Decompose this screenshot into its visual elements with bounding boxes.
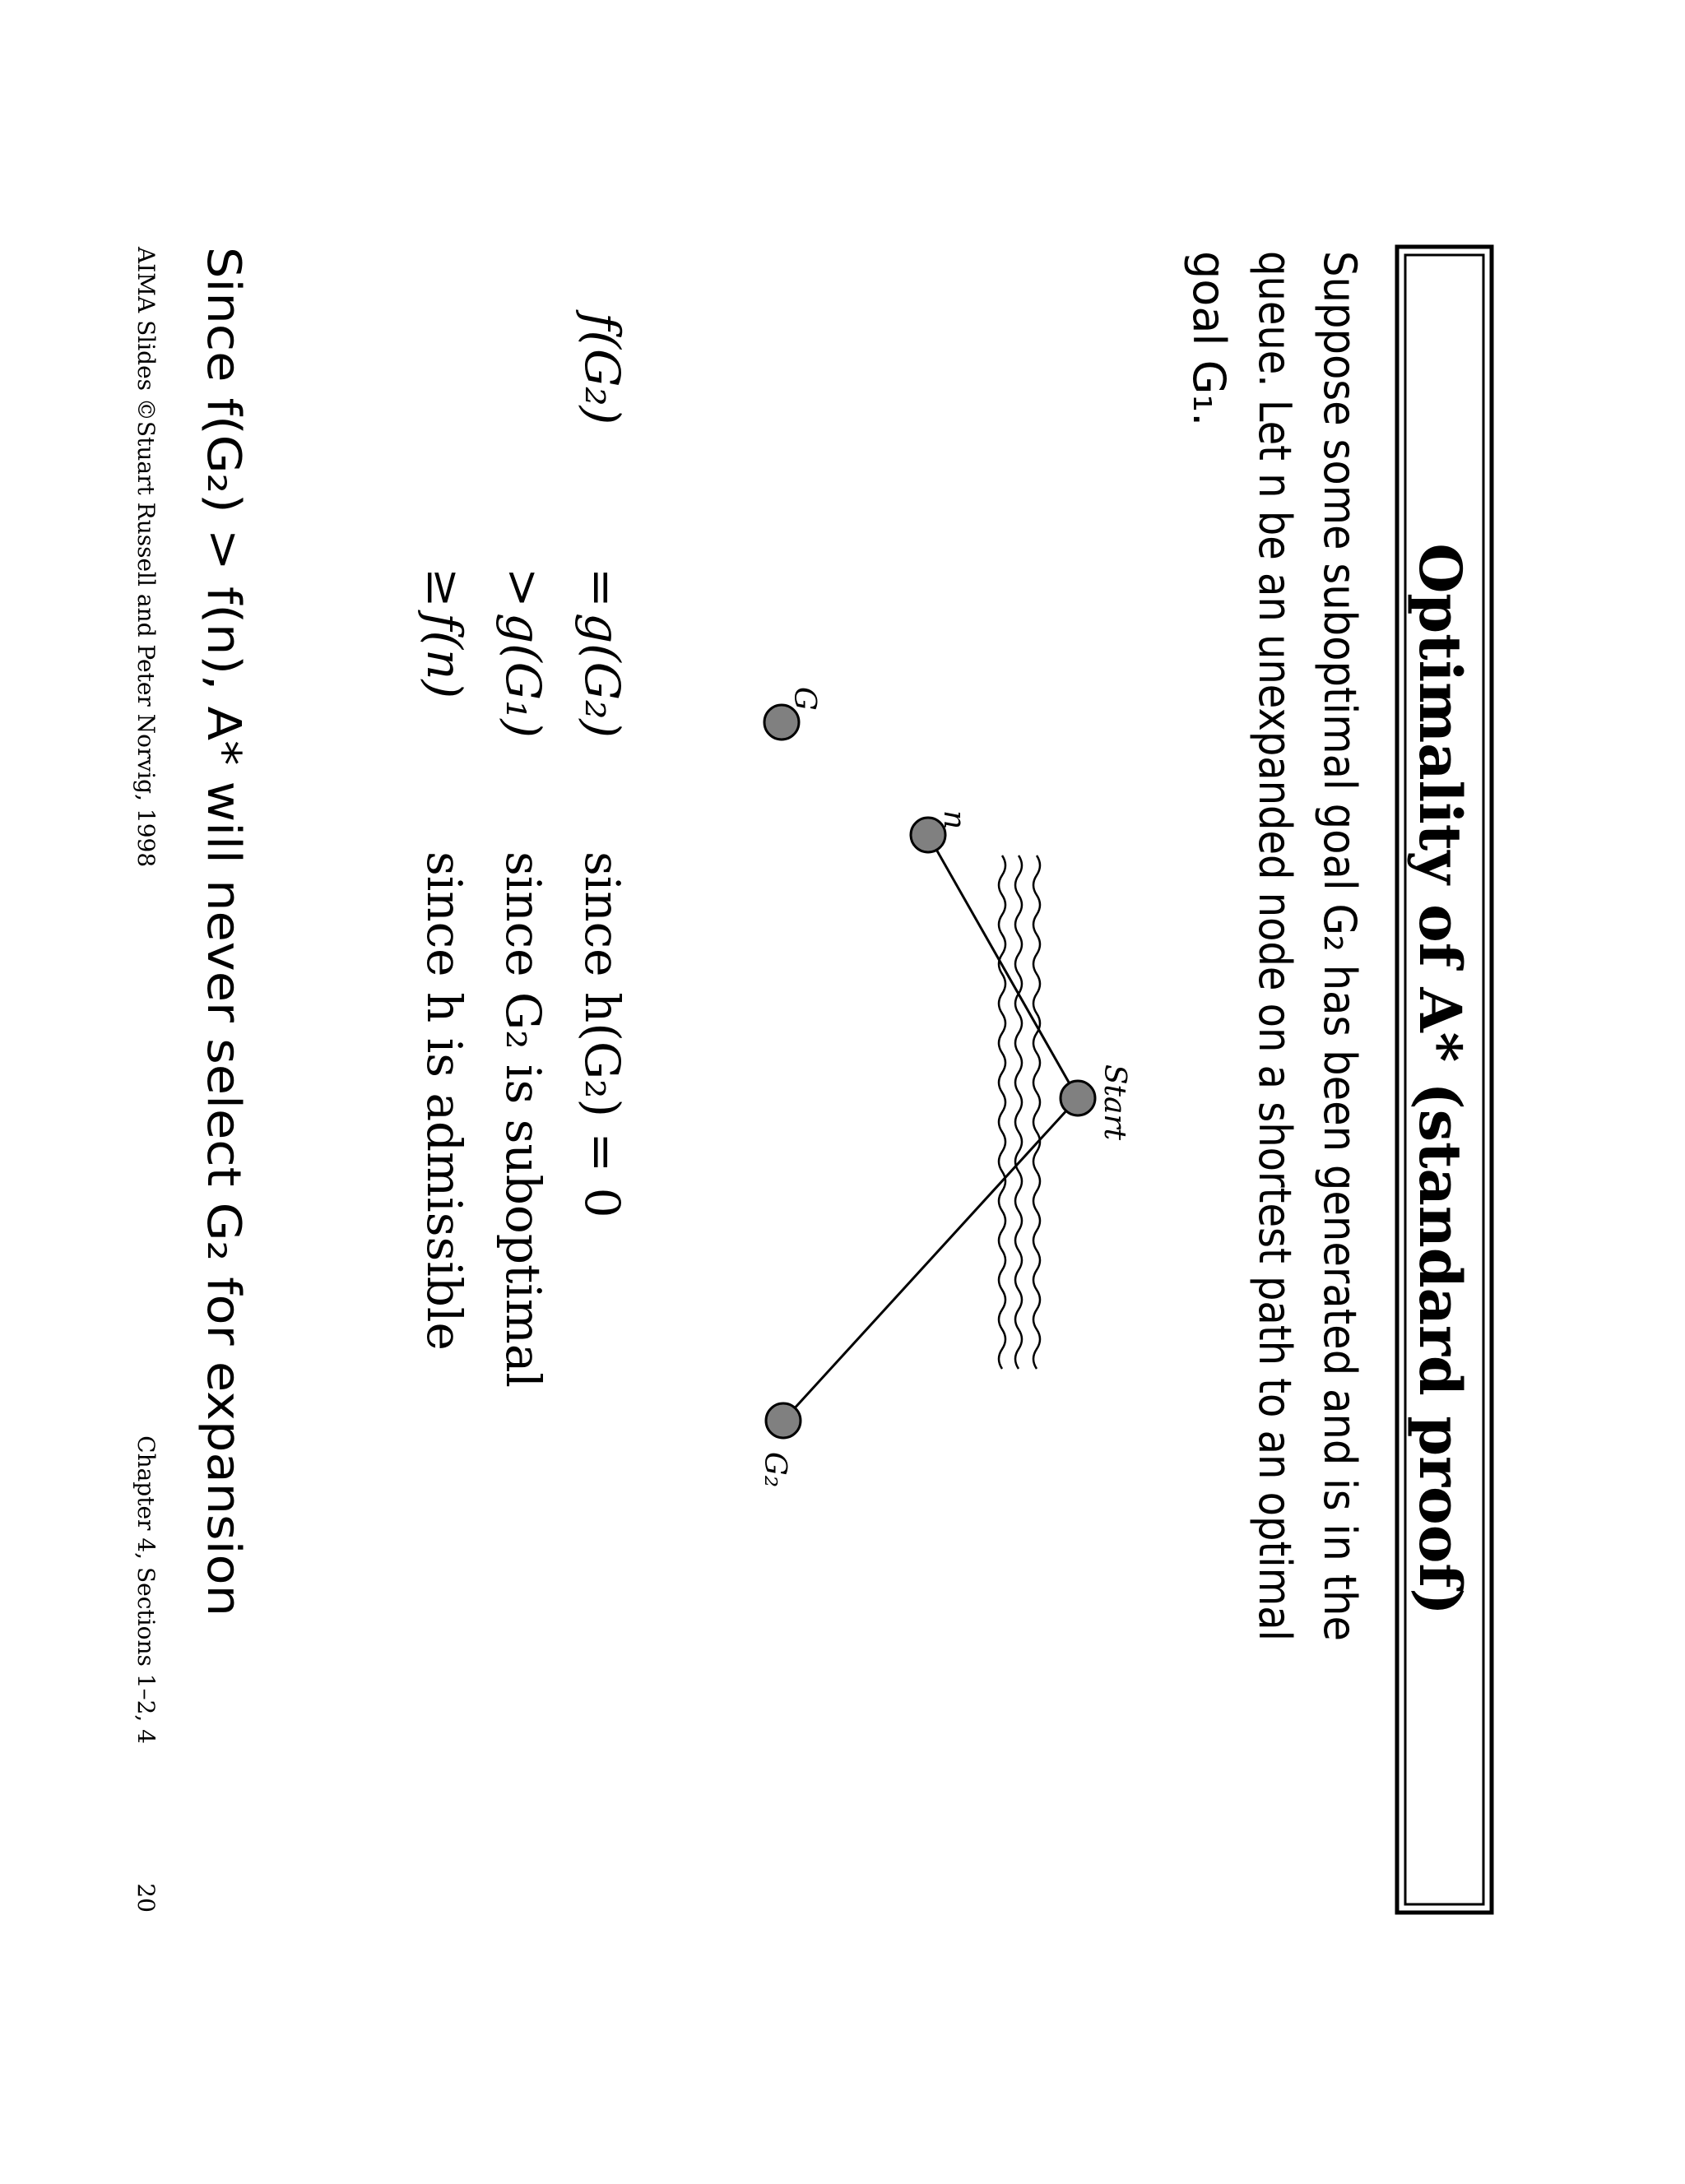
title-box (1397, 247, 1492, 1913)
proof-chain (416, 309, 630, 1388)
rotated-slide (132, 246, 1492, 1913)
node-start (1061, 1064, 1131, 1141)
contour-wave-outer (1033, 856, 1040, 1369)
node-g2 (758, 1403, 801, 1487)
intro-paragraph (1183, 251, 1366, 1816)
intro-line-2: queue. Let n be an unexpanded node on a shortest path to an optimal (1249, 251, 1301, 1816)
proof-row-1-reason: since h(G₂) = 0 (574, 851, 630, 1218)
footer-credit: AIMA Slides ©Stuart Russell and Peter Norvig, 1998 (132, 247, 160, 868)
g-node-label: G (787, 687, 821, 711)
proof-row-3-relation: ≥ (416, 568, 472, 608)
edge-start-to-g2 (783, 1098, 1078, 1421)
proof-row-2-reason: since G₂ is suboptimal (495, 851, 551, 1388)
proof-row-1-expression: g(G₂) (574, 613, 630, 738)
proof-row-3-expression: f(n) (416, 613, 472, 699)
start-node-circle (1061, 1081, 1095, 1115)
proof-row-3-reason: since h is admissible (416, 851, 472, 1351)
start-node-label: Start (1098, 1064, 1131, 1141)
intro-line-1: Suppose some suboptimal goal G₂ has been generated and is in the (1314, 251, 1366, 1764)
intro-line-3: goal G₁. (1183, 251, 1235, 427)
g2-node-label: G₂ (758, 1452, 791, 1488)
footer-page-number: 20 (132, 1883, 160, 1913)
proof-row-2-expression: g(G₁) (495, 613, 551, 738)
slide-title: Optimality of A* (standard proof) (1406, 543, 1474, 1616)
contour-wave-middle (1015, 856, 1022, 1369)
proof-row-1-relation: = (574, 568, 630, 608)
g2-node-circle (766, 1403, 801, 1438)
conclusion: Since f(G₂) > f(n), A* will never select G₂ for expansion (197, 247, 250, 1512)
node-n (911, 810, 971, 852)
node-g (764, 687, 821, 740)
n-node-label: n (937, 810, 971, 830)
contour-wave-inner (999, 856, 1005, 1369)
search-diagram (758, 687, 1131, 1487)
footer-chapter: Chapter 4, Sections 1–2, 4 (132, 1435, 160, 1744)
proof-row-2-relation: > (495, 568, 551, 608)
proof-row-1-lhs: f(G₂) (574, 313, 630, 425)
